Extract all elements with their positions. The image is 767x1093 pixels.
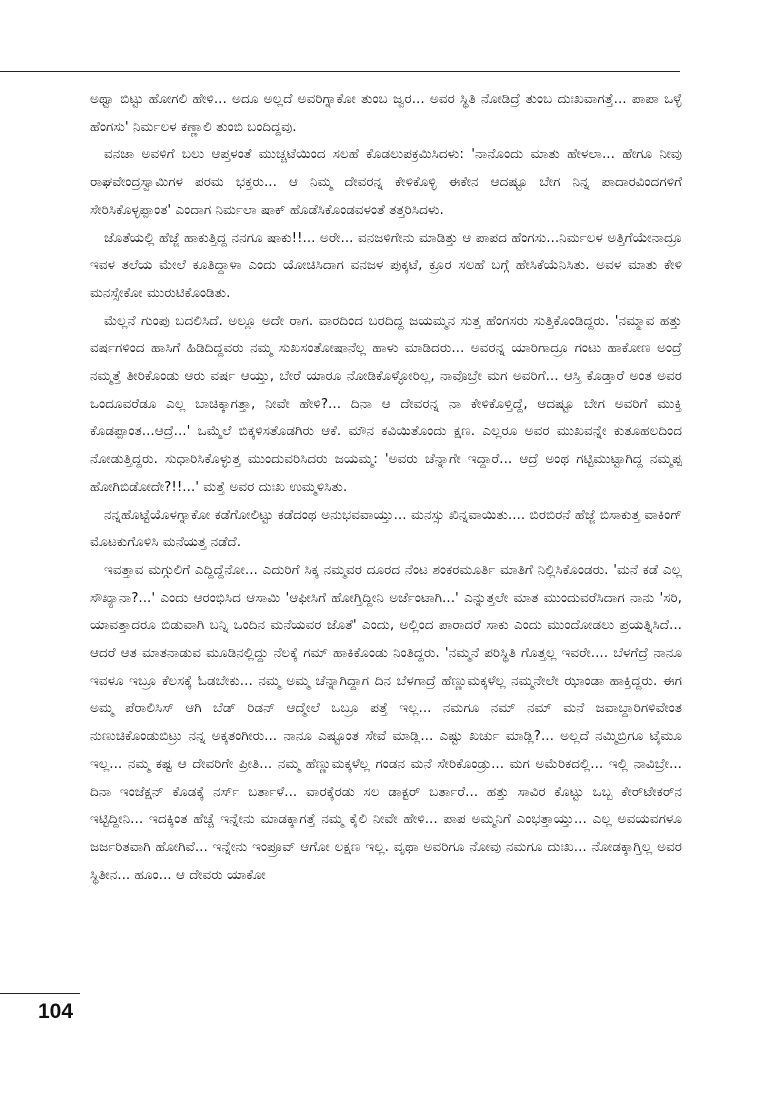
paragraph: ವನಜಾ ಅವಳಿಗೆ ಬಲು ಆಪ್ತಳಂತೆ ಮುಚ್ಚಟೆಯಿಂದ ಸಲಹೆ ಕೊಡಲುಪಕ್ರಮಿಸಿದಳು: 'ನಾನೊಂದು ಮಾತು ಹೇಳಲಾ... ಹೇಗೂ ನೀವು ರಾಘವೇಂದ್ರಸ್ವಾಮಿಗಳ ಪರಮ ಭಕ್ತರು... ಆ ನಿಮ್ಮ ದೇವರನ್ನ ಕೇಳಿಕೊಳ್ಳಿ ಈಕೇನ ಆದಷ್ಟೂ ಬೇಗ ನಿನ್ನ ಪಾದಾರವಿಂದಗಳಿಗೆ ಸೇರಿಸಿಕೊಳ್ಳಪ್ಪಾಂತ' ಎಂದಾಗ ನಿರ್ಮಲಾ ಷಾಕ್ ಹೊಡೆಸಿಕೊಂಡವಳಂತೆ ತತ್ತರಿಸಿದಳು. bbox=[90, 146, 682, 218]
page-number: 104 bbox=[38, 1000, 74, 1023]
top-rule bbox=[0, 71, 680, 72]
page-number-rule bbox=[0, 993, 80, 994]
paragraph: ಅಥ್ವಾ ಬಿಟ್ಟು ಹೋಗಲಿ ಹೇಳಿ... ಅದೂ ಅಲ್ಲದೆ ಅವರಿಗ್ನಾಕೋ ತುಂಬ ಜ್ವರ... ಅವರ ಸ್ಥಿತಿ ನೋಡಿದ್ರೆ ತುಂಬ ದುಃಖವಾಗತ್ತೆ... ಪಾಪಾ ಒಳ್ಳೆ ಹೆಂಗಸು' ನಿರ್ಮಲಳ ಕಣ್ಣಾಲಿ ತುಂಬಿ ಬಂದಿದ್ದವು. bbox=[90, 91, 682, 135]
paragraph: ಜೊತೆಯಲ್ಲಿ ಹೆಜ್ಜೆ ಹಾಕುತ್ತಿದ್ದ ನನಗೂ ಷಾಕು!!... ಅರೇ... ವನಜಳಿಗೇನು ಮಾಡಿತ್ತು ಆ ಪಾಪದ ಹೆಂಗಸು...ನಿರ್ಮಲಳ ಅತ್ತಿಗೆಯೇನಾದ್ರೂ ಇವಳ ತಲೆಯ ಮೇಲೆ ಕೂತಿದ್ದಾಳಾ ಎಂದು ಯೋಚಿಸಿದಾಗ ವನಜಳ ಪುಕ್ಕಟೆ, ಕ್ರೂರ ಸಲಹೆ ಬಗ್ಗೆ ಹೇಸಿಕೆಯೆನಿಸಿತು. ಅವಳ ಮಾತು ಕೇಳಿ ಮನಸ್ಸೇಕೋ ಮುರುಟಿಕೊಂಡಿತು. bbox=[90, 229, 682, 301]
paragraph: ನನ್ನಹೊಟ್ಟೆಯೊಳಗ್ನಾಕೋ ಕಡೆಗೋಲಿಟ್ಟು ಕಡೆದಂಥ ಅನುಭವವಾಯ್ತು... ಮನಸ್ಸು ಖಿನ್ನವಾಯಿತು.... ಬಿರಬಿರನೆ ಹೆಜ್ಜೆ ಬಿಸಾಕುತ್ತ ವಾಕಿಂಗ್ ಮೊಟಕುಗೊಳಿಸಿ ಮನೆಯತ್ತ ನಡೆದೆ. bbox=[90, 506, 682, 551]
paragraph: ಇವತ್ತಾವ ಮಗ್ಗುಲಿಗೆ ಎದ್ದಿದ್ದೆನೋ... ಎದುರಿಗೆ ಸಿಕ್ಕ ನಮ್ಮವರ ದೂರದ ನೆಂಟ ಶಂಕರಮೂರ್ತಿ ಮಾತಿಗೆ ನಿಲ್ಲಿಸಿಕೊಂಡರು. 'ಮನೆ ಕಡೆ ಎಲ್ಲ ಸೌಖ್ಯಾನಾ?...' ಎಂದು ಆರಂಭಿಸಿದ ಆಸಾಮಿ 'ಆಫೀಸಿಗೆ ಹೋಗ್ತಿದ್ದೀನಿ ಅರ್ಜೆಂಟಾಗಿ...' ಎನ್ನುತ್ತಲೇ ಮಾತ ಮುಂದುವರೆಸಿದಾಗ ನಾನು 'ಸರಿ, ಯಾವತ್ತಾದರೂ ಬಿಡುವಾಗಿ ಬನ್ನಿ ಒಂದಿನ ಮನೆಯವರ ಜೊತೆ' ಎಂದು, ಅಲ್ಲಿಂದ ಪಾರಾದರೆ ಸಾಕು ಎಂದು ಮುಂದೋಡಲು ಪ್ರಯತ್ನಿಸಿದೆ... ಆದರೆ ಆತ ಮಾತನಾಡುವ ಮೂಡಿನಲ್ಲಿದ್ದು ನೆಲಕ್ಕೆ ಗಮ್ ಹಾಕಿಕೊಂಡು ನಿಂತಿದ್ದರು. 'ನಮ್ಮನೆ ಪರಿಸ್ಥಿತಿ ಗೊತ್ತಲ್ಲ ಇವರೇ.... ಬೆಳಗೆದ್ರೆ ನಾನೂ ಇವಳೂ ಇಬ್ರೂ ಕೆಲಸಕ್ಕೆ ಓಡಬೇಕು... ನಮ್ಮ ಅಮ್ಮ ಚೆನ್ನಾಗಿದ್ದಾಗ ದಿನ ಬೆಳಗಾದ್ರೆ ಹೆಣ್ಣುಮಕ್ಕಳೆಲ್ಲ ನಮ್ಮನೇಲೇ ಝಾಂಡಾ ಹಾಕ್ತಿದ್ದರು. ಈಗ ಅಮ್ಮ ಪೆರಾಲಿಸಿಸ್ ಆಗಿ ಬೆಡ್ ರಿಡನ್ ಆದ್ಮೇಲೆ ಒಬ್ರೂ ಪತ್ತೆ ಇಲ್ಲ... ನಮಗೂ ನಮ್ ನಮ್ ಮನೆ ಜವಾಬ್ದಾರಿಗಳಿವೇಂತ ನುಣುಚಿಕೊಂಡುಬಿಟ್ರು ನನ್ನ ಅಕ್ಕತಂಗೀರು... ನಾನೂ ಎಷ್ಟೂಂತ ಸೇವೆ ಮಾಡ್ಲಿ... ಎಷ್ಟು ಖರ್ಚು ಮಾಡ್ಲಿ?... ಅಲ್ಲದೆ ನಮ್ಮಿಬ್ರಿಗೂ ಟೈಮೂ ಇಲ್ಲ... ನಮ್ಮ ಕಷ್ಟ ಆ ದೇವರಿಗೇ ಪ್ರೀತಿ... ನಮ್ಮ ಹೆಣ್ಣುಮಕ್ಕಳೆಲ್ಲ ಗಂಡನ ಮನೆ ಸೇರಿಕೊಂಡ್ರು... ಮಗ ಅಮೆರಿಕದಲ್ಲಿ... ಇಲ್ಲಿ ನಾವಿಬ್ರೇ... ದಿನಾ ಇಂಜೆಕ್ಷನ್ ಕೊಡಕ್ಕೆ ನರ್ಸ್ ಬರ್ತಾಳೆ... ವಾರಕ್ಕೆರಡು ಸಲ ಡಾಕ್ಟರ್ ಬರ್ತಾರೆ... ಹತ್ತು ಸಾವಿರ ಕೊಟ್ಟು ಒಬ್ಬ ಕೇರ್‌ಟೇಕರ್‌ನ ಇಟ್ಟಿದ್ದೀನಿ... ಇದಕ್ಕಿಂತ ಹೆಚ್ಚೆ ಇನ್ನೇನು ಮಾಡಕ್ಕಾಗತ್ತೆ ನಮ್ಮ ಕೈಲಿ ನೀವೇ ಹೇಳಿ... ಪಾಪ ಅಮ್ಮನಿಗೆ ಎಂಭತ್ತಾಯ್ತು... ಎಲ್ಲ ಅವಯವಗಳೂ ಜರ್ಜರಿತವಾಗಿ ಹೋಗಿವೆ... ಇನ್ನೇನು ಇಂಪ್ರೂವ್ ಆಗೋ ಲಕ್ಷಣ ಇಲ್ಲ. ವೃಥಾ ಅವರಿಗೂ ನೋವು ನಮಗೂ ದುಃಖ... ನೋಡಕ್ಕಾಗ್ತಿಲ್ಲ ಅವರ ಸ್ಥಿತೀನ... ಹೂಂ... ಆ ದೇವರು ಯಾಕೋ bbox=[90, 561, 682, 883]
body-text bbox=[90, 86, 682, 889]
paragraph: ಮೆಲ್ಲನೆ ಗುಂಪು ಬದಲಿಸಿದೆ. ಅಲ್ಲೂ ಅದೇ ರಾಗ. ವಾರದಿಂದ ಬರದಿದ್ದ ಜಯಮ್ಮನ ಸುತ್ತ ಹೆಂಗಸರು ಸುತ್ತಿಕೊಂಡಿದ್ದರು. 'ನಮ್ಮಾವ ಹತ್ತು ವರ್ಷಗಳಿಂದ ಹಾಸಿಗೆ ಹಿಡಿದಿದ್ದವರು ನಮ್ಮ ಸುಖಸಂತೋಷಾನೆಲ್ಲ ಹಾಳು ಮಾಡಿದರು... ಅವರನ್ನ ಯಾರಿಗಾದ್ರೂ ಗಂಟು ಹಾಕೋಣ ಅಂದ್ರೆ ನಮ್ಮತ್ತೆ ತೀರಿಕೊಂಡು ಆರು ವರ್ಷ ಆಯ್ತು, ಬೇರೆ ಯಾರೂ ನೋಡಿಕೊಳ್ಳೋರಿಲ್ಲ, ನಾವೊಬ್ರೇ ಮಗ ಅವರಿಗೆ... ಆಸ್ತಿ ಕೊಡ್ತಾರೆ ಅಂತ ಅವರ ಒಂದೂವರೆಡೂ ಎಲ್ಲ ಬಾಚಿಕ್ಕಾಗತ್ತಾ, ನೀವೇ ಹೇಳಿ?... ದಿನಾ ಆ ದೇವರನ್ನ ನಾ ಕೇಳಿಕೊಳ್ತಿದ್ದೆ, ಆದಷ್ಟೂ ಬೇಗ ಅವರಿಗೆ ಮುಕ್ತಿ ಕೊಡಪ್ಪಾಂತ...ಆದ್ರೆ...' ಒಮ್ಮೆಲೆ ಬಿಕ್ಕಳಿಸತೊಡಗಿರು ಆಕೆ. ಮೌನ ಕವಿಯಿತೊಂದು ಕ್ಷಣ. ಎಲ್ಲರೂ ಅವರ ಮುಖವನ್ನೇ ಕುತೂಹಲದಿಂದ ನೋಡುತ್ತಿದ್ದರು. ಸುಧಾರಿಸಿಕೊಳ್ಳುತ್ತ ಮುಂದುವರಿಸಿದರು ಜಯಮ್ಮ: 'ಅವರು ಚೆನ್ನಾಗೇ ಇದ್ದಾರೆ... ಆದ್ರೆ ಅಂಥ ಗಟ್ಟಿಮುಟ್ಟಾಗಿದ್ದ ನಮ್ಮಪ್ಪ ಹೋಗಿಬಿಡೋದೇ?!!...' ಮತ್ತೆ ಅವರ ದುಃಖ ಉಮ್ಮಳಿಸಿತು. bbox=[90, 312, 682, 495]
